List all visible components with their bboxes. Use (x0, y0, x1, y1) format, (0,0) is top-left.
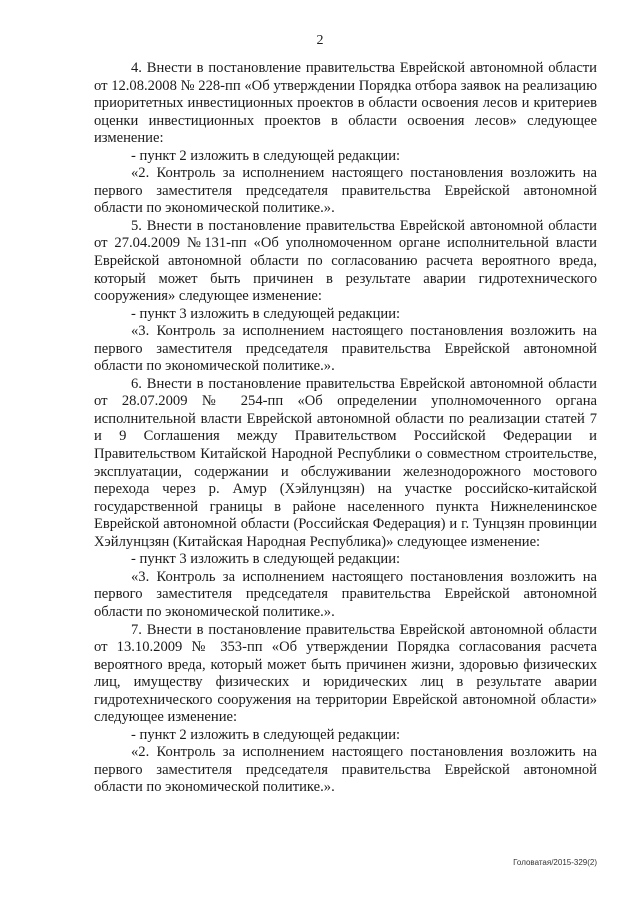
paragraph-item-4: 4. Внести в постановление правительства Еврейской автономной области от 12.08.2008 № 228-пп «Об утверждении Порядка отбора заявок на реализацию приоритетных инвестиционных проектов в области освоения лесов и критериев оценки инвестиционных проектов в области освоения лесов» следующее изменение: (94, 60, 597, 147)
paragraph-item-6-instruction: - пункт 3 изложить в следующей редакции: (131, 551, 401, 568)
document-code: Головатая/2015-329(2) (513, 858, 597, 867)
paragraph-item-4-new-text: «2. Контроль за исполнением настоящего постановления возложить на первого заместителя председателя правительства Еврейской автономной области по экономической политике.». (94, 165, 597, 217)
paragraph-item-7: 7. Внести в постановление правительства Еврейской автономной области от 13.10.2009 № 353-пп «Об утверждении Порядка согласования расчета вероятного вреда, который может быть причинен жизни, здоровью физических лиц, имуществу физических и юридических лиц в результате аварии гидротехнического сооружения на территории Еврейской автономной области» следующее изменение: (94, 621, 597, 726)
document-body (94, 60, 597, 797)
page-number: 2 (316, 33, 324, 48)
paragraph-item-5-instruction: - пункт 3 изложить в следующей редакции: (131, 305, 401, 322)
paragraph-item-5-new-text: «3. Контроль за исполнением настоящего постановления возложить на первого заместителя председателя правительства Еврейской автономной области по экономической политике.». (94, 323, 597, 375)
paragraph-item-7-instruction: - пункт 2 изложить в следующей редакции: (131, 726, 401, 743)
paragraph-item-5: 5. Внести в постановление правительства Еврейской автономной области от 27.04.2009 №131-пп «Об уполномоченном органе исполнительной власти Еврейской автономной области по согласованию расчета вероятного вреда, который может быть причинен в результате аварии гидротехнического сооружения» следующее изменение: (94, 217, 597, 305)
paragraph-item-4-instruction: - пункт 2 изложить в следующей редакции: (131, 147, 401, 164)
paragraph-item-7-new-text: «2. Контроль за исполнением настоящего постановления возложить на первого заместителя председателя правительства Еврейской автономной области по экономической политике.». (94, 744, 597, 796)
paragraph-item-6: 6. Внести в постановление правительства Еврейской автономной области от 28.07.2009 № 254-пп «Об определении уполномоченного органа исполнительной власти Еврейской автономной области по реализации статей 7 и 9 Соглашения между Правительством Российской Федерации и Правительством Китайской Народной Республики о совместном строительстве, эксплуатации, содержании и обслуживании железнодорожного мостового перехода через р. Амур (Хэйлунцзян) на участке российско-китайской государственной границы в районе населенного пункта Нижнеленинское Еврейской автономной области (Российская Федерация) и г. Тунцзян провинции Хэйлунцзян (Китайская Народная Республика)» следующее изменение: (94, 375, 597, 550)
paragraph-item-6-new-text: «3. Контроль за исполнением настоящего постановления возложить на первого заместителя председателя правительства Еврейской автономной области по экономической политике.». (94, 568, 597, 620)
